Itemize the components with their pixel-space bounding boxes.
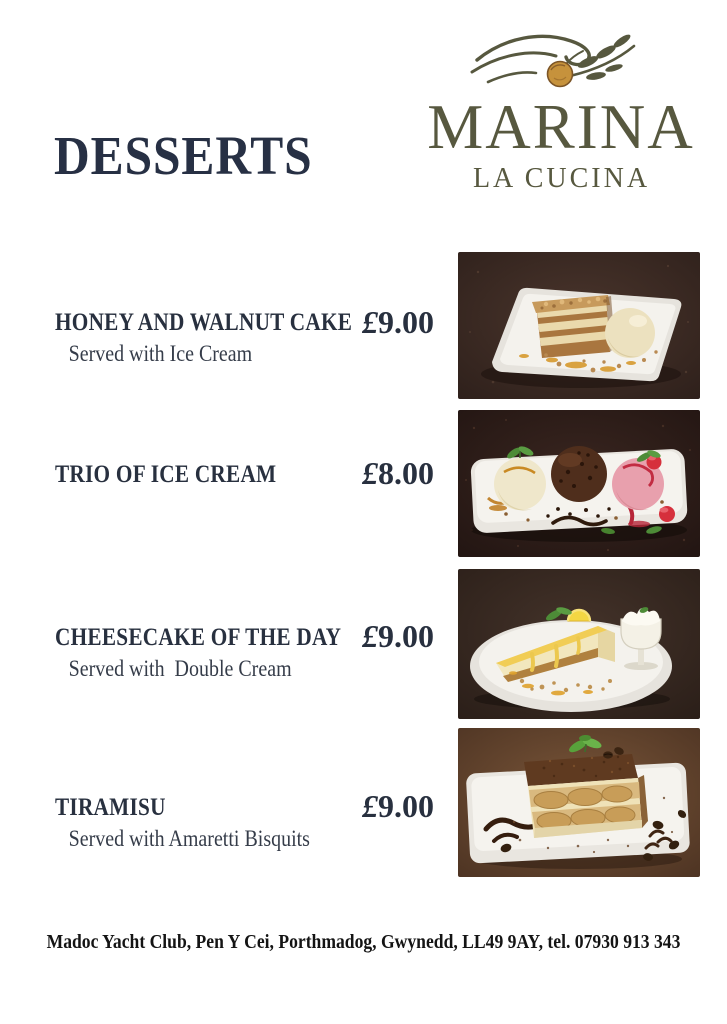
menu-item-tiramisu: [55, 794, 395, 853]
strawberry: [659, 506, 675, 522]
tiramisu-photo: [458, 728, 700, 877]
item-description: Served with Ice Cream: [68, 340, 253, 367]
cheesecake-of-the-day-photo: [458, 569, 700, 719]
item-description: Served with Amaretti Bisquits: [68, 825, 310, 852]
item-name: CHEESECAKE OF THE DAY: [55, 624, 342, 651]
item-name: TIRAMISU: [55, 794, 166, 821]
menu-item-cheesecake: [55, 624, 395, 683]
trio-of-ice-cream-photo: [458, 410, 700, 557]
brand-subtitle: LA CUCINA: [472, 163, 651, 195]
restaurant-logo: [420, 24, 700, 193]
honey-and-walnut-cake-photo: [458, 252, 700, 399]
item-name: TRIO OF ICE CREAM: [55, 461, 277, 488]
item-price: £9.00: [362, 618, 434, 654]
cheesecake-illustration: [458, 569, 700, 719]
tiramisu-block: [524, 754, 648, 838]
wave-olive-branch-icon: [420, 24, 700, 94]
brand-name: MARINA: [427, 92, 695, 162]
tiramisu-illustration: [458, 728, 700, 877]
honey-cake-illustration: [458, 252, 700, 399]
item-price: £9.00: [362, 788, 434, 824]
item-name: HONEY AND WALNUT CAKE: [55, 309, 353, 336]
item-description: Served with Double Cream: [68, 655, 292, 682]
page-title: DESSERTS: [54, 125, 313, 186]
menu-item-trio-ice-cream: [55, 461, 395, 494]
footer-address: Madoc Yacht Club, Pen Y Cei, Porthmadog, Gwynedd, LL49 9AY, tel. 07930 913 343: [46, 931, 681, 953]
ice-cream-trio-illustration: [458, 410, 700, 557]
item-price: £8.00: [362, 455, 434, 491]
menu-item-honey-walnut-cake: [55, 309, 395, 368]
item-price: £9.00: [362, 304, 434, 340]
